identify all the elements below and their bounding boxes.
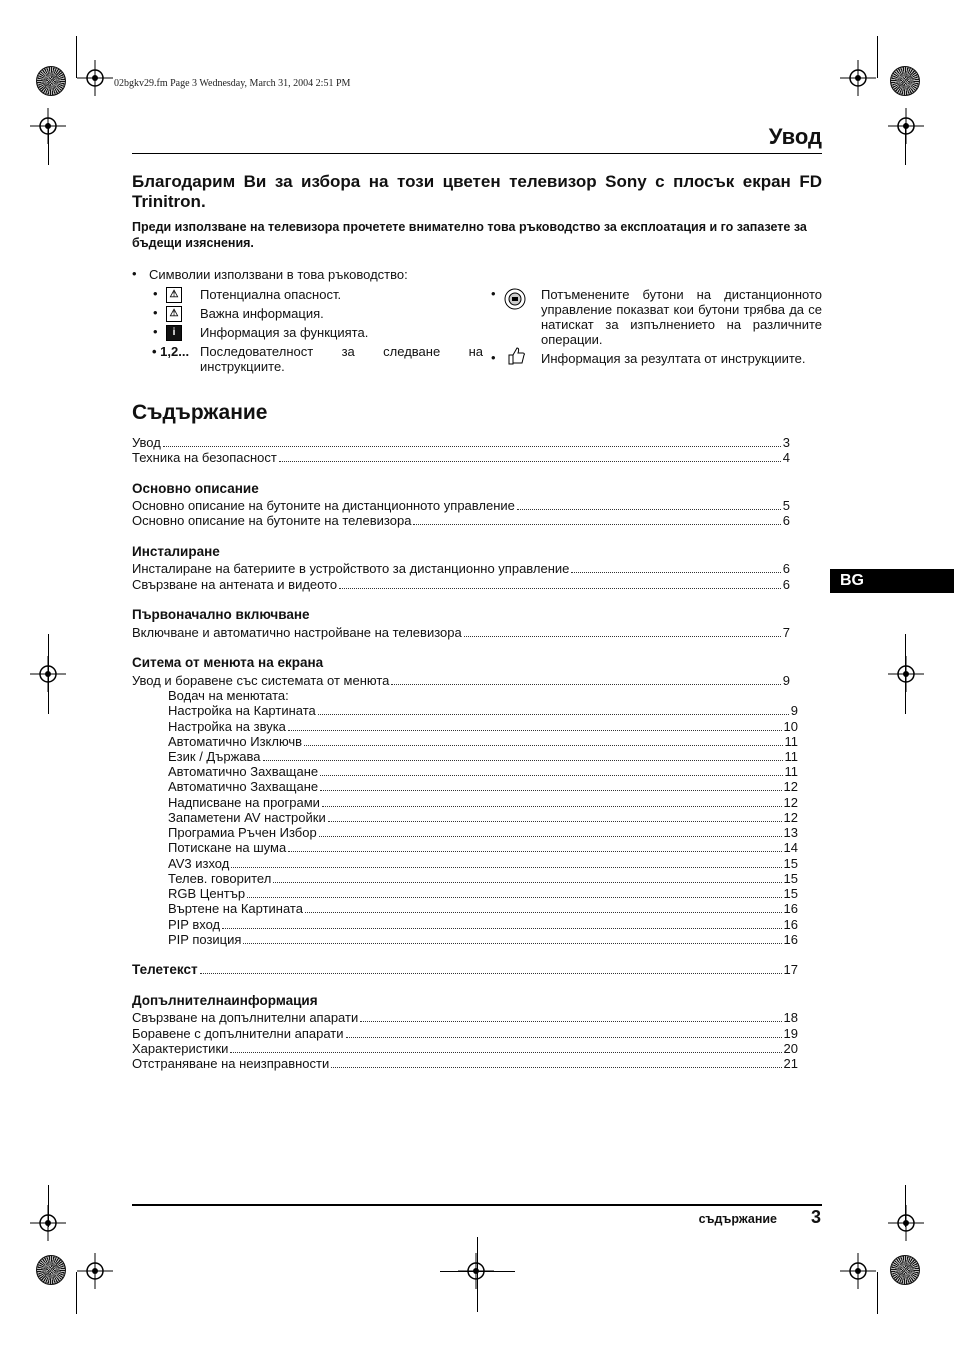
symbol-text: Потенциална опасност. [200, 287, 342, 302]
toc-entry[interactable]: Свързване на допълнителни апарати 18 [132, 1010, 798, 1025]
crosshair-icon [888, 108, 924, 144]
top-rule [132, 153, 822, 154]
thumbs-up-icon [506, 346, 526, 366]
crosshair-icon [888, 656, 924, 692]
symbol-text: Потъменените бутони на дистанционното управление показват кои бутони трябва да се натискат за изпълнението на различните операции. [541, 287, 822, 347]
toc-entry[interactable]: Основно описание на бутоните на телевизора 6 [132, 513, 790, 528]
toc-entry[interactable]: Въртене на Картината 16 [168, 901, 798, 916]
crosshair-icon [77, 60, 113, 96]
toc-entry[interactable]: Автоматично Изключв 11 [168, 734, 798, 749]
toc-entry[interactable]: PIP позиция 16 [168, 932, 798, 947]
toc-entry[interactable]: Основно описание на бутоните на дистанционното управление 5 [132, 498, 790, 513]
symbol-text: Последователност за следване на инструкциите. [200, 344, 483, 374]
warning-icon: ⚠ [166, 287, 182, 303]
symbol-text: Информация за резултата от инструкциите. [541, 351, 806, 366]
toc-title: Съдържание [132, 401, 268, 424]
remote-button-icon [504, 288, 526, 310]
page-number: 3 [811, 1207, 822, 1227]
color-rosette-icon [36, 1255, 66, 1285]
color-rosette-icon [890, 66, 920, 96]
footer-label: съдържание [698, 1212, 777, 1226]
toc-entry-teletext[interactable]: Телетекст 17 [132, 962, 798, 977]
toc-entry[interactable]: Автоматично Захващане 11 [168, 764, 798, 779]
caution-icon: ⚠ [166, 306, 182, 322]
toc-entry[interactable]: Надписване на програми 12 [168, 795, 798, 810]
toc-entry[interactable]: Телев. говорител 15 [168, 871, 798, 886]
toc-entry[interactable]: Увод 3 [132, 435, 790, 450]
toc-entry[interactable]: Боравене с допълнителни апарати 19 [132, 1026, 798, 1041]
toc-section-heading: Основно описание [132, 481, 259, 496]
intro-heading: Благодарим Ви за избора на този цветен телевизор Sony с плосък екран FD Trinitron. [132, 172, 822, 211]
toc-entry[interactable]: Свързване на антената и видеото 6 [132, 577, 790, 592]
toc-section-heading: Ситема от менюта на екрана [132, 655, 324, 670]
info-icon: i [166, 325, 182, 341]
toc-entry[interactable]: Инсталиране на батериите в устройството за дистанционно управление 6 [132, 561, 790, 576]
color-rosette-icon [890, 1255, 920, 1285]
toc-entry[interactable]: Автоматично Захващане 12 [168, 779, 798, 794]
toc-section-heading: Допълнителнаинформация [132, 993, 318, 1008]
crosshair-icon [840, 60, 876, 96]
crosshair-icon [840, 1253, 876, 1289]
toc-entry[interactable]: Език / Държава 11 [168, 749, 798, 764]
toc-entry[interactable]: Програмиа Ръчен Избор 13 [168, 825, 798, 840]
symbol-text: Информация за функцията. [200, 325, 369, 340]
toc-entry[interactable]: AV3 изход 15 [168, 856, 798, 871]
sequence-marker: • 1,2... [152, 344, 190, 359]
toc-entry[interactable]: Включване и автоматично настройване на телевизора 7 [132, 625, 790, 640]
bullet: • [132, 266, 137, 281]
toc-entry[interactable]: Потискане на шума 14 [168, 840, 798, 855]
symbols-intro: Символии използвани в това ръководство: [149, 267, 408, 282]
toc-entry[interactable]: PIP вход 16 [168, 917, 798, 932]
toc-entry[interactable]: Увод и боравене със системата от менюта 9 [132, 673, 790, 688]
toc-entry[interactable]: RGB Център 15 [168, 886, 798, 901]
print-header: 02bgkv29.fm Page 3 Wednesday, March 31, 2004 2:51 PM [114, 78, 351, 89]
crosshair-icon [77, 1253, 113, 1289]
menu-guide-label: Водач на менютата: [168, 688, 289, 703]
toc-entry[interactable]: Отстраняване на неизправности 21 [132, 1056, 798, 1071]
symbol-text: Важна информация. [200, 306, 324, 321]
toc-entry[interactable]: Запаметени AV настройки 12 [168, 810, 798, 825]
language-tab: BG [830, 569, 954, 593]
toc-section-heading: Първоначално включване [132, 607, 310, 622]
toc-entry[interactable]: Характеристики 20 [132, 1041, 798, 1056]
section-title: Увод [768, 124, 822, 149]
bottom-rule [132, 1204, 822, 1206]
toc-entry[interactable]: Техника на безопасност 4 [132, 450, 790, 465]
toc-section-heading: Инсталиране [132, 544, 220, 559]
toc-entry[interactable]: Настройка на звука 10 [168, 719, 798, 734]
intro-note: Преди използване на телевизора прочетете внимателно това ръководство за експлоатация и го запазете за бъдещи изяснения. [132, 220, 807, 250]
toc-entry[interactable]: Настройка на Картината 9 [168, 703, 798, 718]
crosshair-icon [888, 1205, 924, 1241]
color-rosette-icon [36, 66, 66, 96]
